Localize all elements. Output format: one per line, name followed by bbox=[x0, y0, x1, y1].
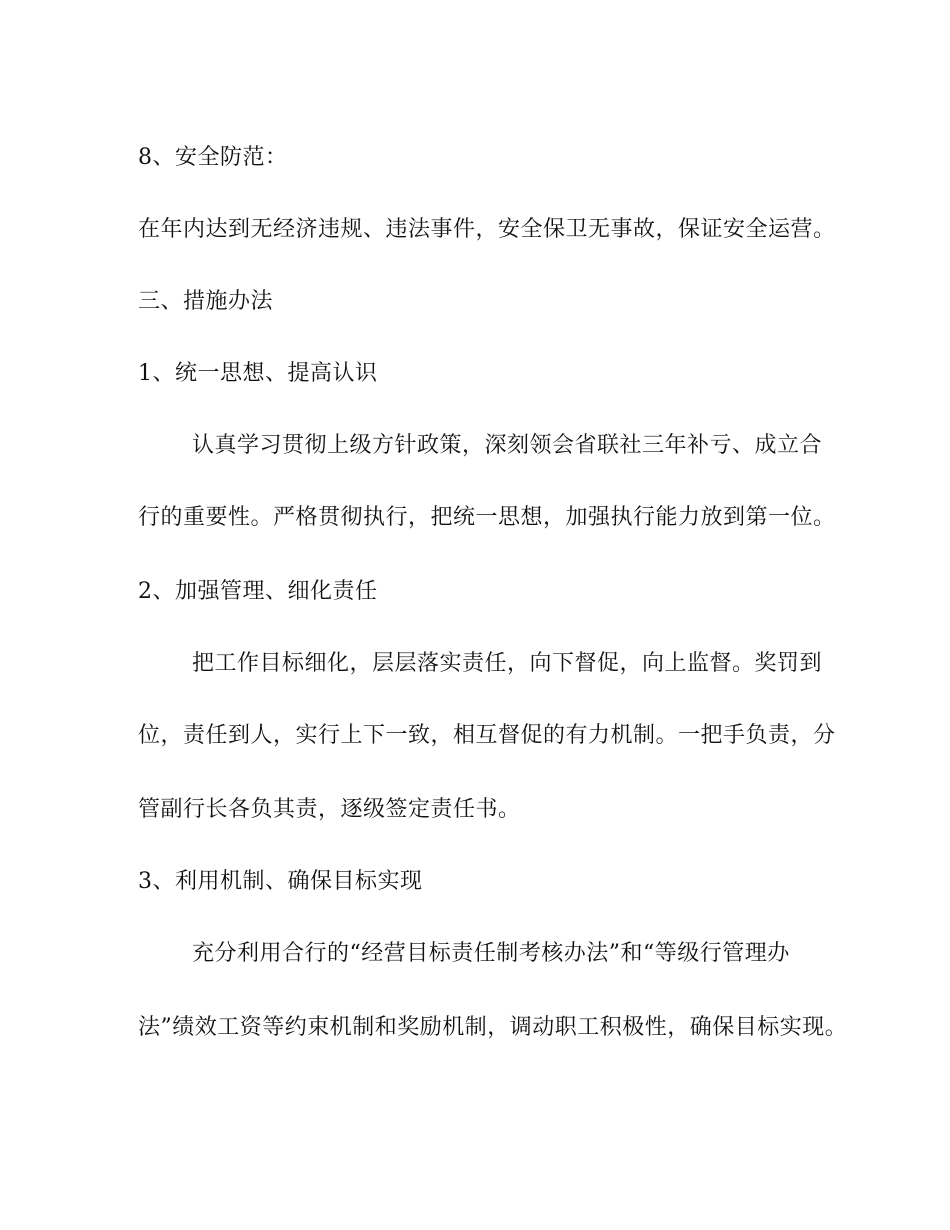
paragraph-line: 行的重要性。严格贯彻执行，把统一思想，加强执行能力放到第一位。 bbox=[138, 505, 836, 530]
heading-use-mechanisms: 3、利用机制、确保目标实现 bbox=[138, 869, 423, 894]
paragraph-line: 认真学习贯彻上级方针政策，深刻领会省联社三年补亏、成立合 bbox=[192, 433, 823, 458]
paragraph-line: 充分利用合行的“经营目标责任制考核办法”和“等级行管理办 bbox=[192, 941, 790, 966]
paragraph-line: 法”绩效工资等约束机制和奖励机制，调动职工积极性，确保目标实现。 bbox=[138, 1015, 848, 1040]
section-heading-measures: 三、措施办法 bbox=[138, 289, 274, 314]
paragraph-line: 管副行长各负其责，逐级签定责任书。 bbox=[138, 797, 521, 822]
paragraph-line: 在年内达到无经济违规、违法事件，安全保卫无事故，保证安全运营。 bbox=[138, 217, 836, 242]
heading-unify-thinking: 1、统一思想、提高认识 bbox=[138, 361, 378, 386]
paragraph-line: 位，责任到人，实行上下一致，相互督促的有力机制。一把手负责，分 bbox=[138, 723, 836, 748]
heading-strengthen-management: 2、加强管理、细化责任 bbox=[138, 579, 378, 604]
paragraph-line: 把工作目标细化，层层落实责任，向下督促，向上监督。奖罚到 bbox=[192, 651, 823, 676]
heading-safety-prevention: 8、安全防范： bbox=[138, 145, 288, 170]
